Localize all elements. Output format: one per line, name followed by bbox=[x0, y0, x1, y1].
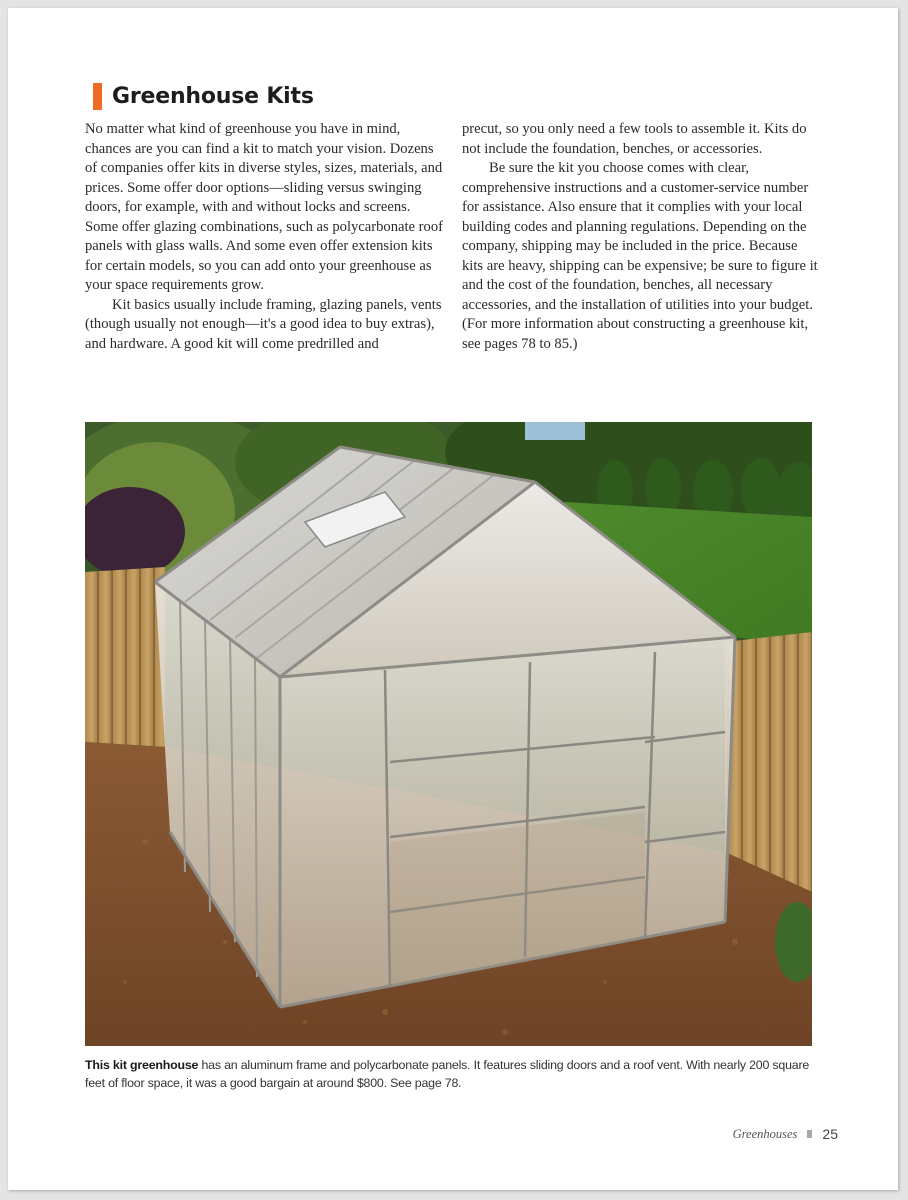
paragraph: Kit basics usually include framing, glazing panels, vents (though usually not enough—it's a good idea to buy extras), and hardware. A good kit will come predrilled and bbox=[85, 296, 442, 352]
section-heading bbox=[93, 81, 314, 111]
greenhouse-photo bbox=[85, 422, 812, 1046]
body-column-left bbox=[85, 120, 445, 354]
greenhouse-illustration bbox=[85, 422, 812, 1046]
body-column-right bbox=[462, 120, 818, 354]
page-footer bbox=[733, 1126, 838, 1142]
paragraph: precut, so you only need a few tools to assemble it. Kits do not include the foundation, benches, or accessories. bbox=[462, 121, 807, 157]
paragraph: Be sure the kit you choose comes with clear, comprehensive instructions and a customer-service number for assistance. Also ensure that it complies with your local building codes and planning regulations. Depending on the company, shipping may be included in the price. Because kits are heavy, shipping can be expensive; be sure to figure it and the cost of the foundation, benches, all necessary accessories, and the installation of utilities into your budget. (For more information about constructing a greenhouse kit, see pages 78 to 85.) bbox=[462, 160, 818, 352]
heading-accent-bar bbox=[93, 83, 102, 110]
page-number: 25 bbox=[822, 1126, 838, 1142]
caption-lead: This kit greenhouse bbox=[85, 1058, 199, 1072]
section-heading-text: Greenhouse Kits bbox=[112, 83, 314, 109]
figure-caption bbox=[85, 1057, 820, 1092]
caption-text: has an aluminum frame and polycarbonate panels. It features sliding doors and a roof vent. With nearly 200 square feet of floor space, it was a good bargain at around $800. See page 78. bbox=[85, 1058, 810, 1090]
running-head: Greenhouses bbox=[732, 1126, 798, 1141]
folio-separator-icon bbox=[807, 1130, 812, 1138]
paragraph: No matter what kind of greenhouse you have in mind, chances are you can find a kit to match your vision. Dozens of companies offer kits in diverse styles, sizes, materials, and prices. Some offer door options—sliding versus swinging doors, for example, with and without locks and screens. Some offer glazing combinations, such as polycarbonate roof panels with glass walls. And some even offer extension kits for certain models, so you can add onto your greenhouse as your space requirements grow. bbox=[85, 121, 443, 293]
